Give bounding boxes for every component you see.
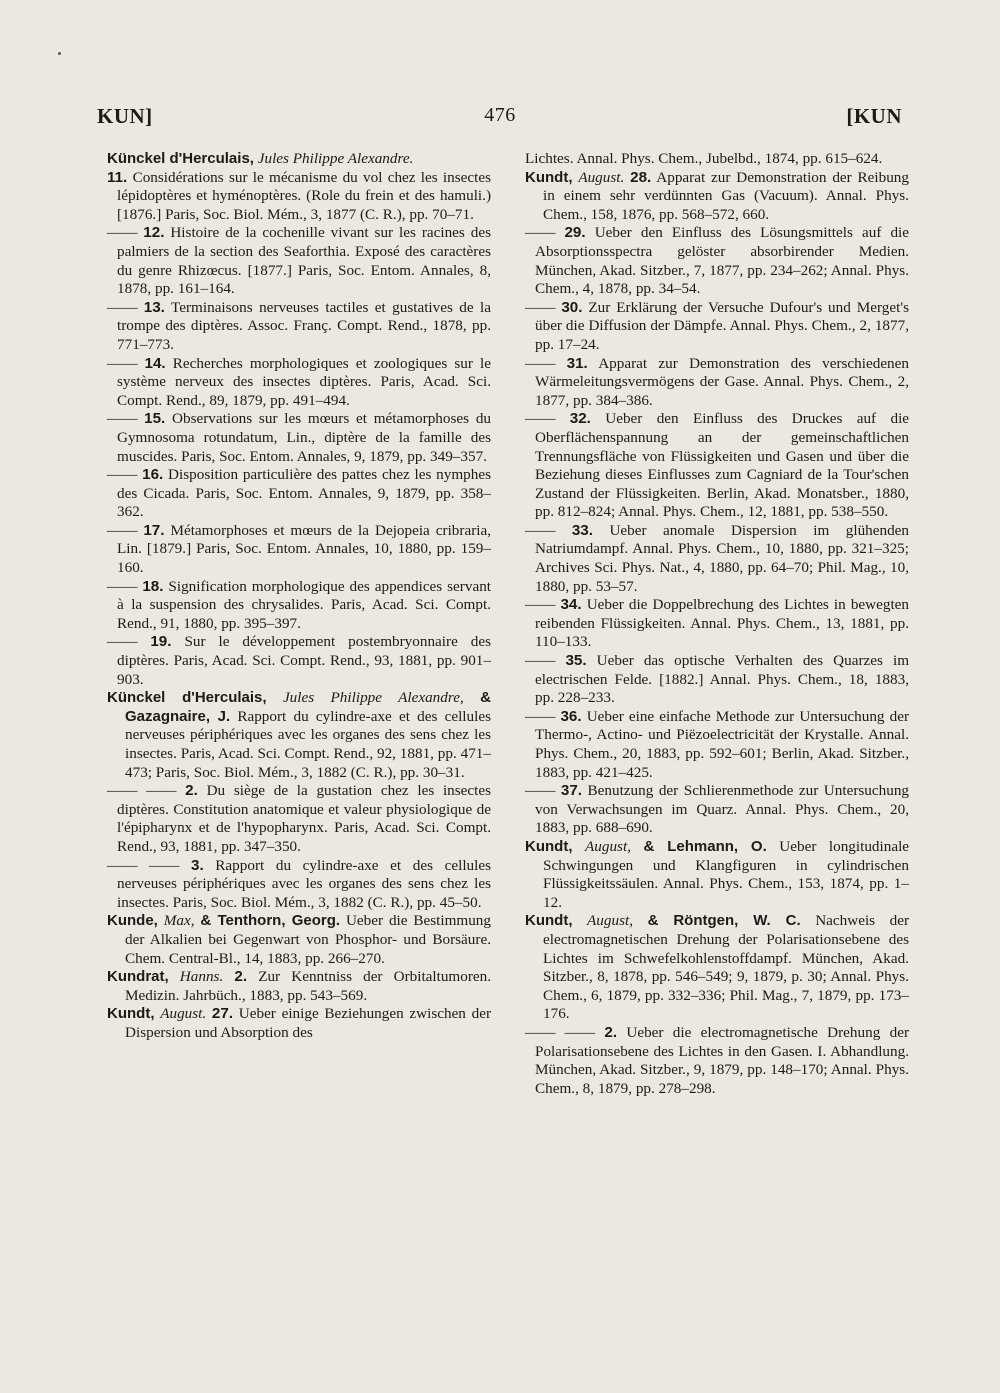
co-author: & Röntgen, W. C. <box>647 912 801 930</box>
catalogue-entry <box>107 782 491 856</box>
author-given-names: August. <box>160 1005 207 1023</box>
entry-number: 35. <box>565 652 587 670</box>
author-given-names: August. <box>578 168 625 186</box>
catalogue-entry <box>525 224 909 298</box>
author-entry <box>107 1005 491 1042</box>
entry-text: Métamorphoses et mœurs de la Dejopeia cribraria, Lin. [1879.] Paris, Soc. Entom. Annales, 10, 1880, pp. 159–160. <box>117 521 492 577</box>
catalogue-entry <box>525 652 909 708</box>
entry-text: Ueber die Doppelbrechung des Lichtes in bewegten reibenden Flüssigkeiten. Annal. Phys. Chem., 13, 1881, pp. 110–133. <box>535 596 910 651</box>
entry-text: Benutzung der Schlierenmethode zur Untersuchung von Verwachsungen im Quarz. Annal. Phys. Chem., 20, 1883, pp. 688–690. <box>535 782 910 837</box>
entry-number: 2. <box>185 782 198 800</box>
left-column <box>107 150 491 1043</box>
author-entry <box>107 689 491 782</box>
catalogue-entry <box>525 1024 909 1098</box>
entry-number: 28. <box>630 168 652 186</box>
entry-number: 31. <box>566 354 588 372</box>
author-given-names: Jules Philippe Alexandre, <box>282 689 464 707</box>
catalogue-entry <box>107 410 491 466</box>
entry-text: Zur Kenntniss der Orbitaltumoren. Medizin. Jahrbüch., 1883, pp. 543–569. <box>125 968 492 1004</box>
catalogue-entry <box>107 224 491 298</box>
page-number: 476 <box>484 104 516 126</box>
entry-number: 17. <box>143 521 165 539</box>
co-author: & Lehmann, O. <box>643 837 767 855</box>
entry-text: Recherches morphologiques et zoologiques sur le système nerveux des insectes diptères. Paris, Acad. Sci. Compt. Rend., 89, 1879, pp. 491–494. <box>117 354 492 409</box>
entry-number: 33. <box>571 521 593 539</box>
speck <box>58 52 61 55</box>
entry-text: Ueber die electromagnetische Drehung der Polarisationsebene des Lichtes in den Gasen. I. Abhandlung. München, Akad. Sitzber., 9, 1879, pp. 148–170; Annal. Phys. Chem., 8, 1879, pp. 278–298. <box>535 1023 910 1097</box>
co-author: & Tenthorn, Georg. <box>200 912 341 930</box>
right-column <box>525 150 909 1098</box>
entry-number: 2. <box>604 1023 618 1041</box>
catalogue-entry <box>107 355 491 411</box>
entry-text: Apparat zur Demonstration des verschiedenen Wärmeleitungsvermögens der Gase. Annal. Phys. Chem., 2, 1877, pp. 384–386. <box>535 354 909 409</box>
author-name: Kunde, <box>107 912 158 930</box>
entry-number: 27. <box>211 1005 234 1023</box>
author-name: Kundrat, <box>107 968 169 986</box>
author-given-names: Hanns. <box>179 968 224 986</box>
author-entry <box>525 838 909 912</box>
entry-text: Disposition particulière des pattes chez les nymphes des Cicada. Paris, Soc. Entom. Annales, 9, 1879, pp. 358–362. <box>117 466 491 521</box>
author-name: Kundt, <box>525 168 573 186</box>
entry-text: Rapport du cylindre-axe et des cellules nerveuses périphériques avec les organes des sens chez les insectes. Paris, Acad. Sci. Compt. Rend., 92, 1881, pp. 471–473; Paris, Soc. Biol. Mém., 3, 1882 (C. R.), pp. 30–31. <box>125 707 491 781</box>
author-entry <box>107 968 491 1005</box>
catalogue-entry <box>107 522 491 578</box>
author-name: Kundt, <box>525 837 573 855</box>
author-entry <box>107 150 491 169</box>
entry-text: Rapport du cylindre-axe et des cellules nerveuses périphériques avec les organes des sens chez les insectes. Paris, Soc. Biol. Mém., 3, 1882 (C. R.), pp. 45–50. <box>117 856 492 911</box>
catalogue-entry <box>107 578 491 634</box>
entry-text: Ueber den Einfluss des Lösungsmittels auf die Absorptionsspectra gelöster absorbirender Medien. München, Akad. Sitzber., 7, 1877, pp. 234–262; Annal. Phys. Chem., 4, 1878, pp. 34–54. <box>535 224 910 298</box>
catalogue-entry <box>525 782 909 838</box>
catalogue-entry <box>525 299 909 355</box>
author-name: Kundt, <box>107 1005 155 1023</box>
entry-number: 2. <box>234 968 248 986</box>
entry-text: Considérations sur le mécanisme du vol chez les insectes lépidoptères et hyménoptères. (Role du frein et des hamuli.) [1876.] Paris, Soc. Biol. Mém., 3, 1877 (C. R.), pp. 70–71. <box>117 168 492 223</box>
entry-text: Ueber das optische Verhalten des Quarzes im electrischen Felde. [1882.] Annal. Phys. Chem., 18, 1883, pp. 228–233. <box>535 652 910 707</box>
entry-number: 32. <box>569 410 591 428</box>
entry-number: 37. <box>560 782 583 800</box>
entry-text: Sur le développement postembryonnaire des diptères. Paris, Acad. Sci. Compt. Rend., 93, 1881, pp. 901–903. <box>117 633 492 688</box>
catalogue-entry <box>525 708 909 782</box>
author-entry <box>525 169 909 225</box>
entry-text: Histoire de la cochenille vivant sur les racines des palmiers de la section des Seaforthia. Exposé des caractères du genre Rhizœcus. [1877.] Paris, Soc. Entom. Annales, 8, 1878, pp. 161–164. <box>117 224 491 298</box>
catalogue-entry <box>107 169 491 225</box>
entry-number: 14. <box>144 354 166 372</box>
running-head-right: [KUN <box>846 104 902 128</box>
entry-number: 12. <box>143 224 165 242</box>
entry-number: 3. <box>191 856 204 874</box>
entry-number: 18. <box>142 577 164 595</box>
entry-text: Signification morphologique des appendices servant à la suspension des chrysalides. Paris, Acad. Sci. Compt. Rend., 91, 1880, pp. 395–397. <box>117 577 492 632</box>
catalogue-entry <box>525 355 909 411</box>
entry-text: Ueber den Einfluss des Druckes auf die Oberflächenspannung an der gemeinschaftlichen Trennungsfläche von Flüssigkeiten und Gasen und über die Beziehung dieses Einflusses zum Cagniard de la Tour'schen Zustand der Flüssigkeiten. Berlin, Akad. Monatsber., 1880, pp. 812–824; Annal. Phys. Chem., 12, 1881, pp. 538–550. <box>535 410 910 521</box>
author-entry <box>107 912 491 968</box>
catalogue-entry <box>107 466 491 522</box>
entry-text: Zur Erklärung der Versuche Dufour's und Merget's über die Diffusion der Dämpfe. Annal. Phys. Chem., 2, 1877, pp. 17–24. <box>535 298 910 353</box>
entry-text: Ueber die Bestimmung der Alkalien bei Gegenwart von Phosphor- und Borsäure. Chem. Central-Bl., 14, 1883, pp. 266–270. <box>125 912 491 967</box>
entry-number: 34. <box>560 596 582 614</box>
catalogue-entry <box>525 596 909 652</box>
catalogue-entry <box>107 857 491 913</box>
entry-number: 30. <box>561 298 583 316</box>
entry-text: Ueber einige Beziehungen zwischen der Dispersion und Absorption des <box>125 1005 492 1041</box>
catalogue-entry <box>525 150 909 169</box>
entry-text: Ueber longitudinale Schwingungen und Klangfiguren in cylindrischen Flüssigkeitssäulen. Annal. Phys. Chem., 153, 1874, pp. 1–12. <box>543 837 910 911</box>
author-given-names: Jules Philippe Alexandre. <box>257 150 414 167</box>
catalogue-entry <box>107 299 491 355</box>
entry-number: 19. <box>150 633 172 651</box>
entry-text: Du siège de la gustation chez les insectes diptères. Constitution anatomique et valeur physiologique de l'épipharynx et de l'hypopharynx. Paris, Acad. Sci. Compt. Rend., 93, 1881, pp. 347–350. <box>117 782 492 855</box>
entry-number: 36. <box>560 707 582 725</box>
author-entry <box>525 912 909 1024</box>
author-name: Künckel d'Herculais, <box>107 689 267 707</box>
author-name: Kundt, <box>525 912 573 930</box>
author-given-names: Max, <box>163 912 195 930</box>
entry-text: Nachweis der electromagnetischen Drehung der Polarisationsebene des Lichtes im Schwefelkohlenstoffdampf. München, Akad. Sitzber., 8, 1878, pp. 546–549; 9, 1879, p. 30; Annal. Phys. Chem., 6, 1879, pp. 332–336; Phil. Mag., 7, 1879, pp. 173–176. <box>543 912 910 1023</box>
entry-text: Observations sur les mœurs et métamorphoses du Gymnosoma rotundatum, Lin., diptère de la famille des muscides. Paris, Soc. Entom. Annales, 9, 1879, pp. 349–357. <box>117 410 492 465</box>
entry-number: 13. <box>143 298 165 316</box>
entry-number: 16. <box>142 466 164 484</box>
entry-text: Ueber eine einfache Methode zur Untersuchung der Thermo-, Actino- und Piëzoelectricität der Krystalle. Annal. Phys. Chem., 20, 1883, pp. 592–601; Berlin, Akad. Sitzber., 1883, pp. 421–425. <box>535 707 910 781</box>
catalogue-entry <box>525 522 909 596</box>
catalogue-entry <box>525 410 909 522</box>
entry-text: Lichtes. Annal. Phys. Chem., Jubelbd., 1874, pp. 615–624. <box>525 150 883 167</box>
entry-number: 11. <box>107 168 128 186</box>
author-given-names: August, <box>585 837 631 855</box>
catalogue-entry <box>107 633 491 689</box>
entry-number: 15. <box>144 410 166 428</box>
entry-text: Apparat zur Demonstration der Reibung in einem sehr verdünnten Gas (Vacuum). Annal. Phys. Chem., 158, 1876, pp. 568–572, 660. <box>543 168 909 223</box>
entry-text: Ueber anomale Dispersion im glühenden Natriumdampf. Annal. Phys. Chem., 10, 1880, pp. 321–325; Archives Sci. Phys. Nat., 4, 1880, pp. 64–70; Phil. Mag., 10, 1880, pp. 53–57. <box>535 521 910 595</box>
co-author: & Gazagnaire, J. <box>125 689 491 725</box>
entry-number: 29. <box>564 224 586 242</box>
entry-text: Terminaisons nerveuses tactiles et gustatives de la trompe des diptères. Assoc. Franç. Compt. Rend., 1878, pp. 771–773. <box>117 298 491 353</box>
author-given-names: August, <box>587 912 634 930</box>
running-head-left: KUN] <box>97 104 153 128</box>
author-name: Künckel d'Herculais, <box>107 150 254 167</box>
